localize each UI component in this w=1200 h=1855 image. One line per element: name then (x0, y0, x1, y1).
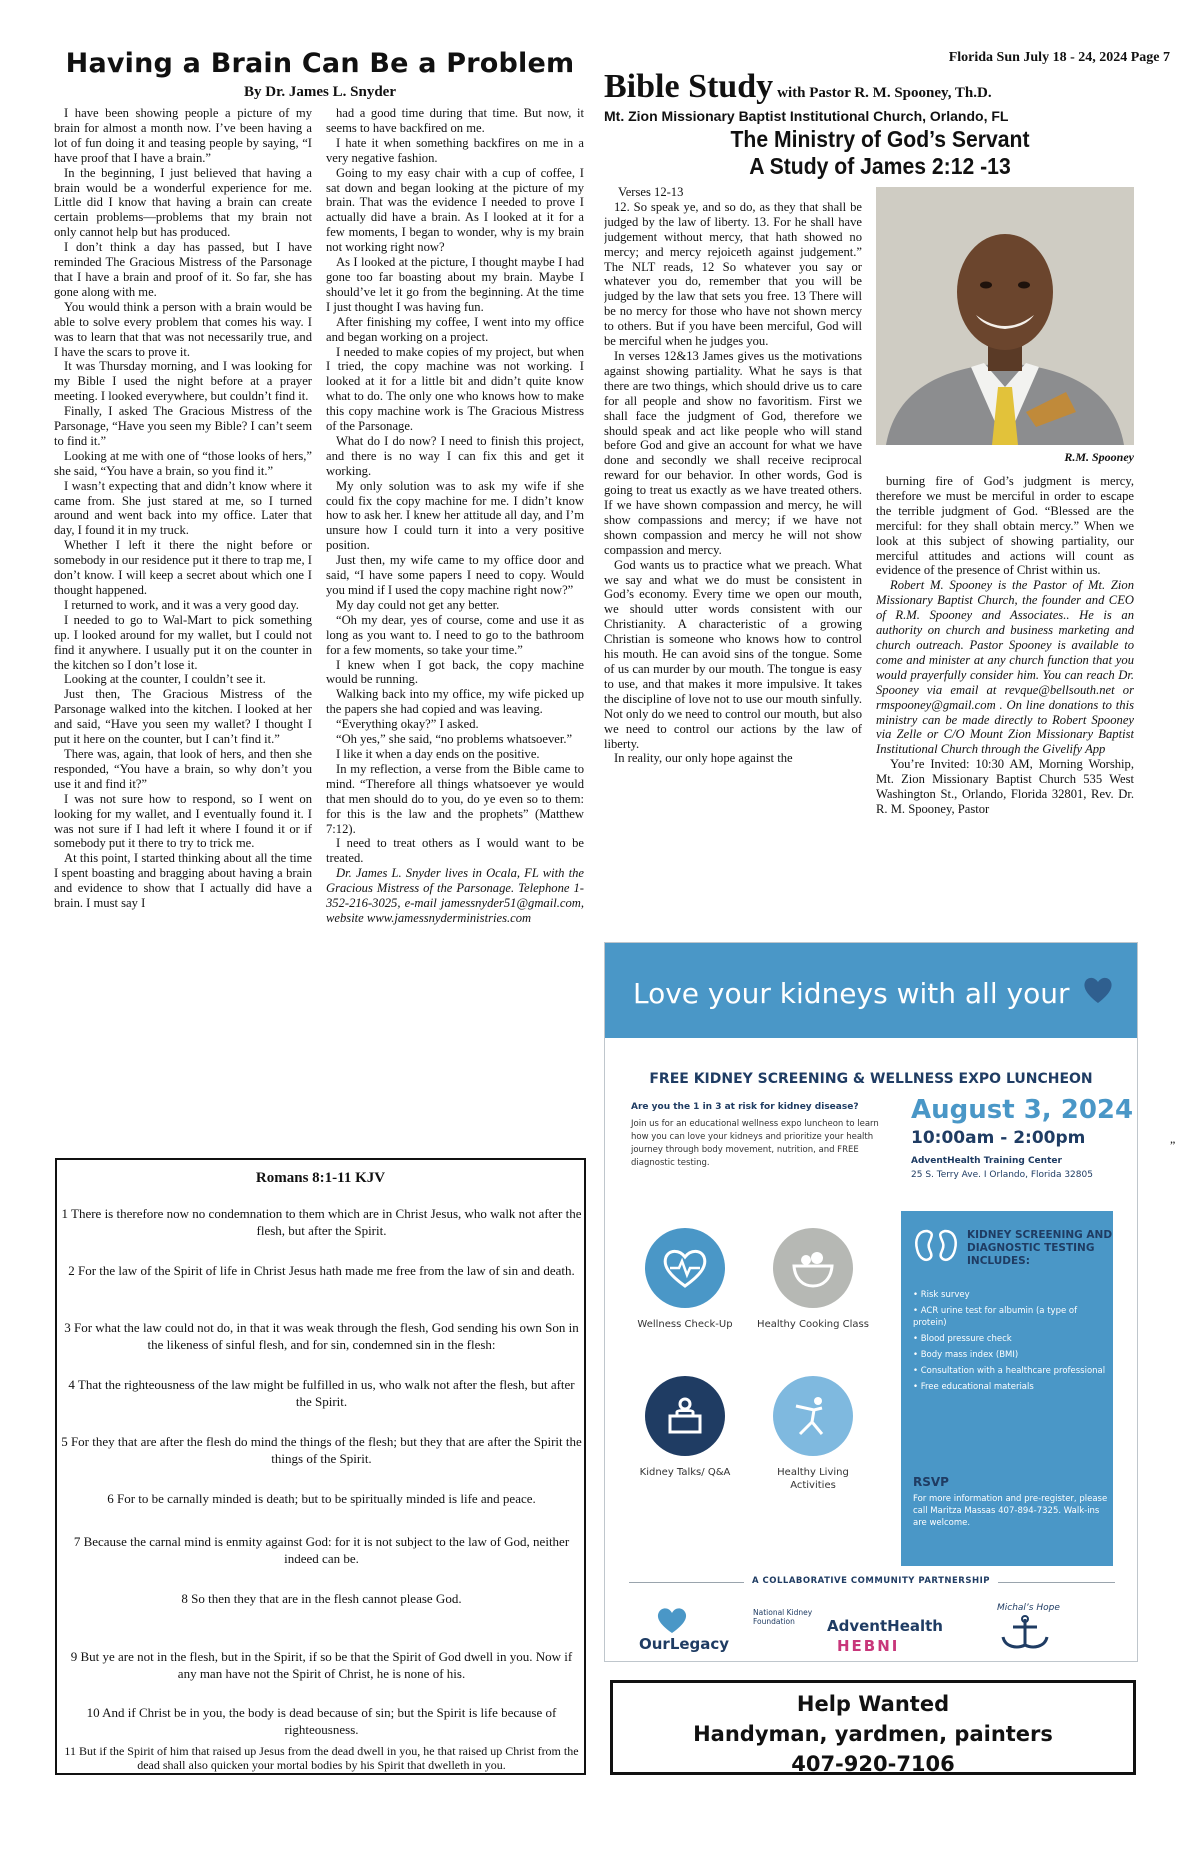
paragraph: Looking at me with one of “those looks of hers,” she said, “You have a brain, so you find it.” (54, 448, 312, 478)
logo-adventhealth: AdventHealth (827, 1617, 943, 1635)
romans-verse-4: 4 That the righteousness of the law might be fulfilled in us, who walk not after the flesh, but after the Spirit. (68, 1377, 575, 1409)
ad-address: 25 S. Terry Ave. I Orlando, Florida 32805 (911, 1170, 1093, 1180)
article-column-1 (54, 106, 312, 1154)
study-heading-line-1: The Ministry of God’s Servant (730, 126, 1030, 152)
ad-time: 10:00am - 2:00pm (911, 1128, 1086, 1148)
paragraph: Just then, The Gracious Mistress of the Parsonage walked into the kitchen. I looked at her and said, “Have you seen my wallet? I thought I put it here on the counter, but I can’t find it.” (54, 687, 312, 747)
romans-title: Romans 8:1-11 KJV (255, 1170, 386, 1186)
feature-label: Kidney Talks/ Q&A (639, 1467, 731, 1478)
author-credit: Dr. James L. Snyder lives in Ocala, FL with the Gracious Mistress of the Parsonage. Telephone 1-352-216-3025, e-mail jamessnyder51@gmail.com, website www.jamessnyderministries.com (326, 866, 584, 925)
feature-label: Healthy Living Activities (777, 1467, 849, 1491)
romans-verse-8: 8 So then they that are in the flesh cannot please God. (181, 1591, 462, 1606)
paragraph: I needed to go to Wal-Mart to pick something up. I looked around for my wallet, but I could not find it anywhere. I usually put it on the counter in the kitchen so I don’t lose it. (54, 612, 312, 672)
romans-verse-5: 5 For they that are after the flesh do mind the things of the flesh; but they that are after the Spirit the things of the Spirit. (61, 1434, 582, 1466)
romans-verse-11: 11 But if the Spirit of him that raised up Jesus from the dead dwell in you, he that raised up Christ from the dead shall also quicken your mortal bodies by his Spirit that dwelleth in you. (64, 1744, 579, 1772)
paragraph: In my reflection, a verse from the Bible came to mind. “Therefore all things whatsoever ye would that men should do to you, do ye even so to them: for this is the law and the prophets” (Matthew 7:12). (326, 761, 584, 836)
kidney-icon (913, 1227, 959, 1267)
logo-nkf: National Kidney Foundation (753, 1608, 813, 1626)
presenter-icon (645, 1376, 725, 1456)
paragraph: Finally, I asked The Gracious Mistress of the Parsonage, “Have you seen my Bible? I can’t seem to find it.” (54, 404, 312, 448)
paragraph: It was Thursday morning, and I was looking for my Bible I used the night before at a prayer meeting. I looked everywhere, but couldn’t find it. (54, 359, 312, 404)
ad-headline: FREE KIDNEY SCREENING & WELLNESS EXPO LUNCHEON (649, 1071, 1093, 1087)
screening-panel (901, 1211, 1113, 1566)
pastor-photo (876, 187, 1134, 445)
article-byline: By Dr. James L. Snyder (244, 84, 396, 100)
logo-our-legacy: OurLegacy (639, 1635, 730, 1653)
article-title: Having a Brain Can Be a Problem (65, 48, 575, 79)
romans-verse-3: 3 For what the law could not do, in that it was weak through the flesh, God sending his own Son in the likeness of sinful flesh, and for sin, condemned sin in the flesh: (64, 1320, 579, 1352)
help-wanted-roles: Handyman, yardmen, painters (693, 1722, 1053, 1746)
study-heading (659, 126, 1101, 180)
anchor-icon (995, 1615, 1055, 1651)
paragraph: “Oh yes,” she said, “no problems whatsoever.” (336, 732, 573, 747)
paragraph: As I looked at the picture, I thought maybe I had gone too far boasting about my brain. Maybe I should’ve let it go from the beginning. At the time I just thought I was having fun. (326, 255, 584, 314)
bible-study-column-1 (604, 185, 862, 930)
paragraph: Just then, my wife came to my office door and said, “I have some papers I need to copy. Would you mind if I used the copy machine right now?” (326, 553, 584, 597)
screening-item: • Body mass index (BMI) (913, 1350, 1019, 1360)
paragraph: After finishing my coffee, I went into my office and began working on a project. (326, 314, 584, 344)
paragraph: In verses 12&13 James gives us the motivations against showing partiality. What he says is that there are two things, which should drive us to care for all people and show no favoritism. First we shall face the judgment of God, therefore we should speak and act like people who will stand before God and give an account for what we have done and secondly we shall receive reciprocal reward for our behavior. In other words, God is going to treat us exactly as we have treated others. If we have shown compassion and mercy, he will show compassions and mercy; if we have not shown compassion and mercy he will not show compassion and mercy. (604, 348, 862, 557)
heartbeat-icon (645, 1228, 725, 1308)
ad-banner (605, 943, 1137, 1038)
paragraph: burning fire of God’s judgment is mercy, therefore we must be merciful in order to escape the terrible judgment of God. “Blessed are the merciful: for they shall obtain mercy.” When we look at this subject of showing partiality, our merciful attitudes and actions will count as evidence of the presence of Christ within us. (876, 474, 1134, 578)
romans-scripture-box (55, 1158, 586, 1775)
romans-verse-10: 10 And if Christ be in you, the body is dead because of sin; but the Spirit is life because of righteousness. (86, 1705, 557, 1737)
paragraph: “Everything okay?” I asked. (336, 717, 479, 732)
paragraph: I needed to make copies of my project, but when I tried, the copy machine was not working. I looked at it for a little bit and didn’t quite know what to do. The only one who knows how to make this copy machine work is The Gracious Mistress of the Parsonage. (326, 344, 584, 434)
paragraph: had a good time during that time. But now, it seems to have backfired on me. (326, 106, 584, 135)
help-wanted-title: Help Wanted (796, 1692, 950, 1716)
paragraph: Going to my easy chair with a cup of coffee, I sat down and began looking at the picture of my brain. That was the evidence I needed to prove I actually did have a brain. As I looked at it for a few moments, I began to wonder, why is my brain not working right now? (326, 165, 584, 255)
help-wanted-box (610, 1680, 1136, 1775)
ad-venue: AdventHealth Training Center (911, 1156, 1062, 1166)
verses-label: Verses 12-13 (618, 185, 684, 199)
romans-verse-2: 2 For the law of the Spirit of life in Christ Jesus hath made me free from the law of sin and death. (68, 1263, 575, 1278)
bible-study-column-1-body (604, 200, 862, 766)
study-heading-line-2: A Study of James 2:12 -13 (749, 153, 1011, 179)
paragraph: I was not sure how to respond, so I went on looking for my wallet, and I eventually found it. I was not sure if I had left it where I found it or if somebody put it there to try to trick me. (54, 791, 312, 851)
paragraph: I hate it when something backfires on me in a very negative fashion. (326, 135, 584, 165)
logo-michals-hope: Michal’s Hope (997, 1603, 1060, 1613)
rsvp-text: For more information and pre-register, please call Maritza Massas 407-894-7325. Walk-ins are welcome. (913, 1494, 1108, 1528)
article-column-2 (326, 106, 584, 1154)
kidney-expo-ad (604, 942, 1138, 1662)
rsvp-label: RSVP (913, 1475, 949, 1489)
paragraph: You would think a person with a brain would be able to solve every problem that comes his way. I was to learn that that was not necessarily true, and I have the scars to prove it. (54, 299, 312, 359)
salad-bowl-icon (773, 1228, 853, 1308)
church-name: Mt. Zion Missionary Baptist Institutional Church, Orlando, FL (604, 108, 1009, 124)
paragraph: 12. So speak ye, and so do, as they that shall be judged by the law of liberty. 13. For he shall have judgement without mercy, that hath showed no mercy; and mercy rejoiceth against judgement.” The NLT reads, 12 So whatever you say or whatever you do, remember that you will be judged by the law that sets you free. 13 There will be no mercy for those who have not shown mercy to others. But if you have been merciful, God will be merciful when he judges you. (604, 199, 862, 349)
screening-item: • Consultation with a healthcare professional (913, 1366, 1106, 1376)
screening-item: • Free educational materials (913, 1382, 1034, 1392)
paragraph: In the beginning, I just believed that having a brain would be a wonderful experience for me. Little did I know that having a brain can create certain problems—problems that my brain not only cannot help but has produced. (54, 165, 312, 240)
paragraph: I knew when I got back, the copy machine would be running. (326, 657, 584, 687)
heart-icon (1081, 973, 1115, 1007)
paragraph: I have been showing people a picture of my brain for almost a month now. I’ve been having a lot of fun doing it and teasing people by saying, “I have proof that I have a brain.” (54, 106, 312, 165)
screening-list (913, 1289, 1108, 1397)
pastor-bio: Robert M. Spooney is the Pastor of Mt. Zion Missionary Baptist Church, the founder and CEO of R.M. Spooney and Associates.. He is an authority on church and business marketing and church outreach. Pastor Spooney is available to come and minister at any church function that you would prayerfully consider him. You can reach Dr. Spooney via email at revque@bellsouth.net or rmspooney@gmail.com . On line donations to this ministry can be made directly to Robert Spooney via Zelle or C/O Mount Zion Missionary Baptist Institutional Church through the Givelify App (876, 578, 1134, 757)
help-wanted-phone: 407-920-7106 (791, 1752, 955, 1776)
romans-verse-6: 6 For to be carnally minded is death; but to be spiritually minded is life and peace. (107, 1491, 536, 1506)
paragraph: I wasn’t expecting that and didn’t know where it came from. She just stared at me, so I turned around and went back into my office. Later that day, I found it in my truck. (54, 478, 312, 538)
romans-verse-9: 9 But ye are not in the flesh, but in the Spirit, if so be that the Spirit of God dwell in you. Now if any man have not the Spirit of Christ, he is none of his. (70, 1649, 573, 1681)
paragraph: God wants us to practice what we preach. What we say and what we do must be consistent in God’s economy. Every time we open our mouth, we should utter words consistent with our Christianity. A characteristic of a growing Christian is someone who knows how to control his mouth. He can avoid sins of the tongue. Some of us can murder by our mouth. The tongue is easy to use, and that makes it more impulsive. It takes the discipline of love not to use our mouth sinfully. Not only do we need to control our mouth, but also we need to control our actions by the law of liberty. (604, 557, 862, 751)
bible-study-title (604, 68, 992, 106)
feature-healthy-living (753, 1376, 873, 1492)
romans-verse-1: 1 There is therefore now no condemnation to them which are in Christ Jesus, who walk not after the flesh, but after the Spirit. (61, 1206, 582, 1238)
feature-wellness-checkup (625, 1228, 745, 1331)
paragraph: “Oh my dear, yes of course, come and use it as long as you want to. I need to go to the bathroom for a few moments, so take your time.” (326, 612, 584, 657)
feature-kidney-talks (625, 1376, 745, 1479)
photo-caption: R.M. Spooney (1064, 450, 1134, 464)
stray-quote-mark: ” (1170, 1138, 1176, 1152)
feature-label: Healthy Cooking Class (757, 1319, 869, 1330)
paragraph: My day could not get any better. (336, 597, 500, 612)
bible-study-title-main: Bible Study (604, 68, 774, 105)
paragraph: I don’t think a day has passed, but I have reminded The Gracious Mistress of the Parsonage that I have a brain and proof of it. So far, she has gone along with me. (54, 240, 312, 299)
paragraph: There was, again, that look of hers, and then she responded, “You have a brain, so why don’t you use it and find it?” (54, 746, 312, 791)
paragraph: I need to treat others as I would want to be treated. (326, 836, 584, 866)
paragraph: I like it when a day ends on the positive. (336, 746, 540, 761)
paragraph: Whether I left it there the night before or somebody in our residence put it there to trap me, I don’t know. I will keep a secret about which one I thought happened. (54, 538, 312, 597)
our-legacy-heart-icon (655, 1605, 689, 1635)
yoga-pose-icon (773, 1376, 853, 1456)
ad-date: August 3, 2024 (911, 1095, 1134, 1125)
feature-label: Wellness Check-Up (637, 1319, 733, 1330)
ad-banner-text: Love your kidneys with all your (633, 977, 1070, 1010)
bible-study-column-2 (876, 474, 1134, 934)
paragraph: In reality, our only hope against the (614, 751, 793, 766)
worship-invitation: You’re Invited: 10:30 AM, Morning Worship, Mt. Zion Missionary Baptist Church 535 West Washington St., Orlando, Florida 32801, Rev. Dr. R. M. Spooney, Pastor (876, 757, 1134, 816)
screening-item: • Blood pressure check (913, 1334, 1012, 1344)
bible-study-column-2-body (876, 474, 1134, 578)
screening-item: • ACR urine test for albumin (a type of protein) (913, 1306, 1078, 1328)
partnership-label: A COLLABORATIVE COMMUNITY PARTNERSHIP (605, 1576, 1137, 1586)
paragraph: Walking back into my office, my wife picked up the papers she had copied and was leaving. (326, 687, 584, 717)
feature-cooking-class (753, 1228, 873, 1331)
paragraph: Looking at the counter, I couldn’t see it. (64, 672, 266, 687)
screening-panel-title: KIDNEY SCREENING AND DIAGNOSTIC TESTING INCLUDES: (967, 1229, 1113, 1267)
ad-intro: Join us for an educational wellness expo luncheon to learn how you can love your kidneys and prioritize your health journey through body movement, nutrition, and FREE diagnostic testing. (631, 1119, 879, 1168)
screening-item: • Risk survey (913, 1290, 970, 1300)
romans-verse-7: 7 Because the carnal mind is enmity against God: for it is not subject to the law of God, neither indeed can be. (73, 1534, 570, 1566)
paragraph: What do I do now? I need to finish this project, and there is no way I can fix this and get it working. (326, 433, 584, 478)
paragraph: At this point, I started thinking about all the time I spent boasting and bragging about having a brain and evidence to show that I actually did have a brain. I must say I (54, 851, 312, 911)
masthead: Florida Sun July 18 - 24, 2024 Page 7 (948, 50, 1170, 65)
logo-hebni: HEBNI (837, 1637, 900, 1655)
ad-question: Are you the 1 in 3 at risk for kidney disease? (631, 1102, 859, 1112)
bible-study-title-suffix: with Pastor R. M. Spooney, Th.D. (777, 85, 992, 101)
pastor-portrait-illustration (876, 187, 1134, 445)
paragraph: I returned to work, and it was a very good day. (64, 597, 299, 612)
paragraph: My only solution was to ask my wife if she could fix the copy machine for me. I didn’t know how to ask her. I knew her attitude all day, and I’m unsure how I could turn it into a very positive position. (326, 478, 584, 553)
